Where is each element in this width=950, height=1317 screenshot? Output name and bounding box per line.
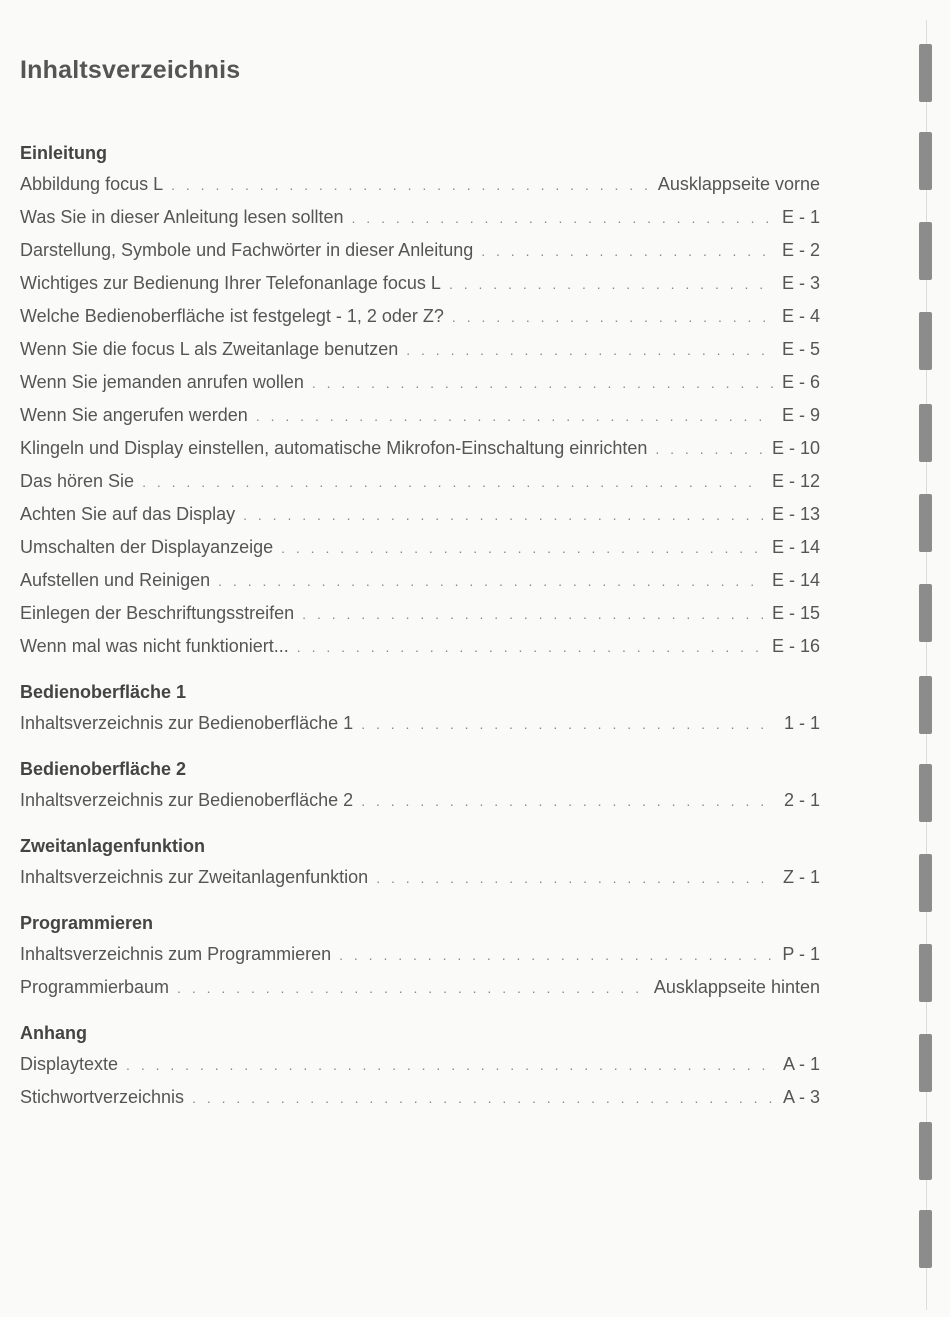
toc-entry (20, 267, 820, 300)
toc-entry (20, 399, 820, 432)
section-title: Zweitanlagenfunktion (20, 836, 206, 856)
dot-leader (297, 631, 764, 664)
entry-label: Klingeln und Display einstellen, automatische Mikrofon-Einschaltung einrichten (20, 438, 648, 458)
entry-page: E - 2 (781, 240, 820, 260)
register-tab-marker (919, 312, 932, 370)
register-tab-marker (919, 132, 932, 190)
entry-label: Wenn mal was nicht funktioniert... (20, 636, 289, 656)
entry-page: E - 16 (771, 636, 820, 656)
toc-entry (20, 234, 820, 267)
register-tab-marker (919, 44, 932, 102)
section-title: Einleitung (20, 143, 107, 163)
toc-entry (20, 333, 820, 366)
dot-leader (171, 169, 650, 202)
entry-label: Inhaltsverzeichnis zum Programmieren (20, 944, 332, 964)
dot-leader (361, 785, 776, 818)
entry-label: Abbildung focus L (20, 174, 164, 194)
toc-entry (20, 465, 820, 498)
toc-entry (20, 861, 820, 894)
dot-leader (449, 268, 774, 301)
page-edge-line (926, 20, 927, 1310)
entry-label: Darstellung, Symbole und Fachwörter in dieser Anleitung (20, 240, 474, 260)
entry-label: Achten Sie auf das Display (20, 504, 236, 524)
dot-leader (192, 1082, 775, 1115)
toc-entry (20, 707, 820, 740)
dot-leader (339, 939, 774, 972)
dot-leader (302, 598, 764, 631)
toc-entry (20, 300, 820, 333)
section-title: Bedienoberfläche 2 (20, 759, 187, 779)
dot-leader (452, 301, 774, 334)
register-tab-marker (919, 222, 932, 280)
dot-leader (126, 1049, 775, 1082)
entry-page: 1 - 1 (783, 713, 820, 733)
entry-page: E - 5 (781, 339, 820, 359)
toc-entry (20, 531, 820, 564)
entry-label: Umschalten der Displayanzeige (20, 537, 274, 557)
toc-section-zweitanlagenfunktion (20, 831, 820, 894)
register-tab-marker (919, 854, 932, 912)
register-tab-marker (919, 944, 932, 1002)
page-title: Inhaltsverzeichnis (20, 56, 241, 84)
register-tab-marker (919, 1210, 932, 1268)
toc-entry (20, 366, 820, 399)
entry-page: Ausklappseite vorne (657, 174, 820, 194)
toc-entry (20, 1048, 820, 1081)
register-tab-marker (919, 494, 932, 552)
toc-section-bedienoberflaeche-1 (20, 677, 820, 740)
register-tab-marker (919, 1122, 932, 1180)
register-tab-marker (919, 764, 932, 822)
register-tab-marker (919, 676, 932, 734)
entry-page: E - 13 (771, 504, 820, 524)
toc-section-anhang (20, 1018, 820, 1114)
toc-entry (20, 1081, 820, 1114)
toc-entry (20, 971, 820, 1004)
entry-label: Wenn Sie angerufen werden (20, 405, 248, 425)
toc-entry (20, 784, 820, 817)
dot-leader (312, 367, 774, 400)
toc-entry (20, 597, 820, 630)
section-title: Anhang (20, 1023, 87, 1043)
entry-page: E - 15 (771, 603, 820, 623)
toc-entry (20, 564, 820, 597)
entry-label: Inhaltsverzeichnis zur Zweitanlagenfunktion (20, 867, 369, 887)
toc-entry (20, 432, 820, 465)
entry-page: E - 6 (781, 372, 820, 392)
dot-leader (177, 972, 646, 1005)
dot-leader (218, 565, 764, 598)
entry-page: A - 1 (782, 1054, 820, 1074)
section-title: Programmieren (20, 913, 154, 933)
entry-label: Aufstellen und Reinigen (20, 570, 211, 590)
toc-section-programmieren (20, 908, 820, 1004)
section-title: Bedienoberfläche 1 (20, 682, 187, 702)
dot-leader (142, 466, 764, 499)
register-tab-marker (919, 1034, 932, 1092)
entry-page: E - 14 (771, 570, 820, 590)
entry-page: P - 1 (782, 944, 820, 964)
register-tab-marker (919, 584, 932, 642)
dot-leader (243, 499, 764, 532)
dot-leader (406, 334, 774, 367)
entry-label: Einlegen der Beschriftungsstreifen (20, 603, 295, 623)
entry-page: Z - 1 (782, 867, 820, 887)
entry-label: Programmierbaum (20, 977, 170, 997)
entry-label: Welche Bedienoberfläche ist festgelegt - 1, 2 oder Z? (20, 306, 444, 326)
entry-page: E - 3 (781, 273, 820, 293)
dot-leader (376, 862, 775, 895)
entry-page: A - 3 (782, 1087, 820, 1107)
entry-label: Das hören Sie (20, 471, 135, 491)
register-tab-marker (919, 404, 932, 462)
entry-label: Inhaltsverzeichnis zur Bedienoberfläche 1 (20, 713, 354, 733)
dot-leader (361, 708, 776, 741)
toc-section-einleitung (20, 138, 820, 663)
dot-leader (655, 433, 764, 466)
toc-entry (20, 168, 820, 201)
entry-page: E - 14 (771, 537, 820, 557)
entry-label: Stichwortverzeichnis (20, 1087, 185, 1107)
table-of-contents (20, 138, 820, 1128)
entry-page: E - 1 (781, 207, 820, 227)
toc-entry (20, 201, 820, 234)
entry-label: Was Sie in dieser Anleitung lesen sollten (20, 207, 344, 227)
toc-entry (20, 938, 820, 971)
entry-page: E - 10 (771, 438, 820, 458)
entry-page: E - 9 (781, 405, 820, 425)
dot-leader (352, 202, 774, 235)
entry-label: Wichtiges zur Bedienung Ihrer Telefonanlage focus L (20, 273, 441, 293)
toc-section-bedienoberflaeche-2 (20, 754, 820, 817)
dot-leader (481, 235, 774, 268)
entry-page: E - 12 (771, 471, 820, 491)
entry-page: 2 - 1 (783, 790, 820, 810)
entry-page: Ausklappseite hinten (653, 977, 820, 997)
toc-entry (20, 630, 820, 663)
entry-label: Wenn Sie jemanden anrufen wollen (20, 372, 304, 392)
entry-page: E - 4 (781, 306, 820, 326)
entry-label: Wenn Sie die focus L als Zweitanlage benutzen (20, 339, 399, 359)
toc-entry (20, 498, 820, 531)
entry-label: Inhaltsverzeichnis zur Bedienoberfläche 2 (20, 790, 354, 810)
register-tab-strip (918, 0, 950, 1317)
entry-label: Displaytexte (20, 1054, 119, 1074)
dot-leader (256, 400, 774, 433)
dot-leader (281, 532, 764, 565)
